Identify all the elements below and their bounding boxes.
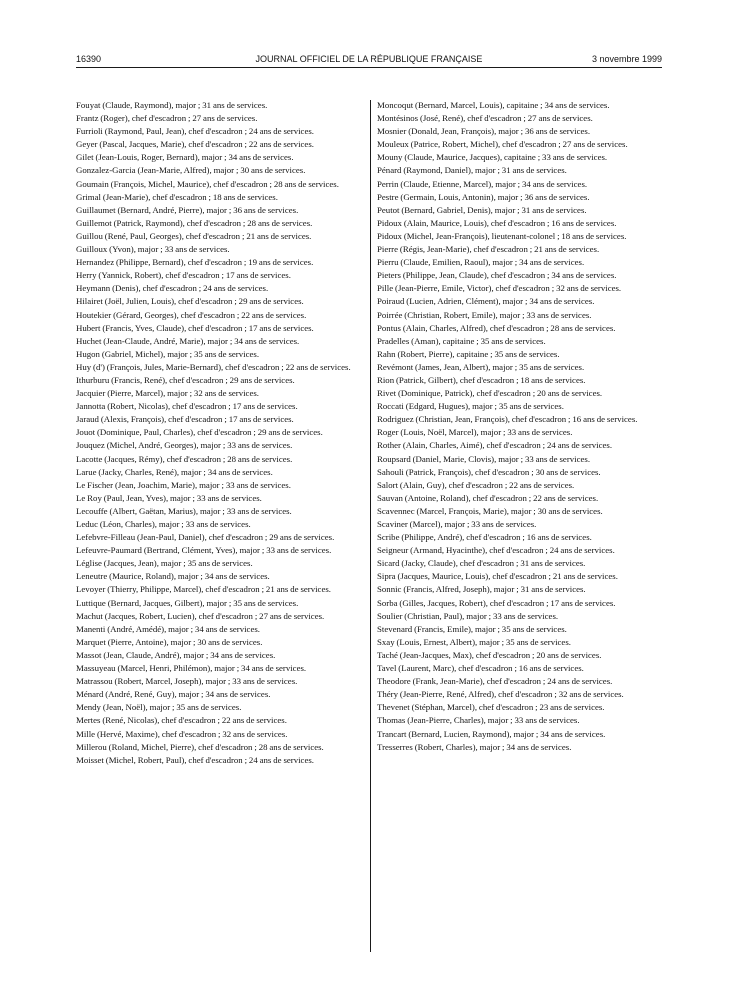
list-entry: Ménard (André, René, Guy), major ; 34 ans de services. bbox=[76, 689, 271, 700]
list-entry: Sipra (Jacques, Maurice, Louis), chef d'escadron ; 21 ans de services. bbox=[377, 571, 618, 582]
list-entry: Trancart (Bernard, Lucien, Raymond), major ; 34 ans de services. bbox=[377, 728, 606, 739]
list-entry: Salort (Alain, Guy), chef d'escadron ; 22 ans de services. bbox=[377, 479, 575, 490]
list-entry: Pontus (Alain, Charles, Alfred), chef d'escadron ; 28 ans de services. bbox=[377, 322, 616, 333]
list-entry: Jaraud (Alexis, François), chef d'escadron ; 17 ans de services. bbox=[76, 414, 294, 425]
list-entry: Hugon (Gabriel, Michel), major ; 35 ans de services. bbox=[76, 348, 260, 359]
list-entry: Mertes (René, Nicolas), chef d'escadron ; 22 ans de services. bbox=[76, 715, 287, 726]
list-entry: Herry (Yannick, Robert), chef d'escadron ; 17 ans de services. bbox=[76, 270, 291, 281]
list-entry: Poiraud (Lucien, Adrien, Clément), major ; 34 ans de services. bbox=[377, 296, 595, 307]
list-entry: Gonzalez-Garcia (Jean-Marie, Alfred), major ; 30 ans de services. bbox=[76, 165, 306, 176]
list-entry: Massot (Jean, Claude, André), major ; 34 ans de services. bbox=[76, 649, 276, 660]
list-entry: Rahn (Robert, Pierre), capitaine ; 35 ans de services. bbox=[377, 348, 560, 359]
list-entry: Poirrée (Christian, Robert, Emile), major ; 33 ans de services. bbox=[377, 309, 592, 320]
list-entry: Théry (Jean-Pierre, René, Alfred), chef d'escadron ; 32 ans de services. bbox=[377, 689, 624, 700]
list-entry: Hubert (Francis, Yves, Claude), chef d'escadron ; 17 ans de services. bbox=[76, 322, 314, 333]
list-entry: Taché (Jean-Jacques, Max), chef d'escadron ; 20 ans de services. bbox=[377, 649, 602, 660]
right-column bbox=[377, 100, 663, 755]
list-entry: Lacotte (Jacques, Rémy), chef d'escadron ; 28 ans de services. bbox=[76, 453, 293, 464]
left-column bbox=[76, 100, 362, 768]
list-entry: Gilet (Jean-Louis, Roger, Bernard), major ; 34 ans de services. bbox=[76, 152, 294, 163]
list-entry: Luttique (Bernard, Jacques, Gilbert), major ; 35 ans de services. bbox=[76, 597, 299, 608]
page-header bbox=[76, 52, 662, 68]
list-entry: Hernandez (Philippe, Bernard), chef d'escadron ; 19 ans de services. bbox=[76, 257, 314, 268]
list-entry: Ithurburu (Francis, René), chef d'escadron ; 29 ans de services. bbox=[76, 374, 295, 385]
list-entry: Roger (Louis, Noël, Marcel), major ; 33 ans de services. bbox=[377, 427, 573, 438]
list-entry: Geyer (Pascal, Jacques, Marie), chef d'escadron ; 22 ans de services. bbox=[76, 139, 314, 150]
list-entry: Tresserres (Robert, Charles), major ; 34 ans de services. bbox=[377, 741, 572, 752]
list-entry: Stevenard (Francis, Emile), major ; 35 ans de services. bbox=[377, 623, 567, 634]
list-entry: Le Fischer (Jean, Joachim, Marie), major ; 33 ans de services. bbox=[76, 479, 291, 490]
list-entry: Guillou (René, Paul, Georges), chef d'escadron ; 21 ans de services. bbox=[76, 230, 312, 241]
list-entry: Soulier (Christian, Paul), major ; 33 ans de services. bbox=[377, 610, 559, 621]
list-entry: Montésinos (José, René), chef d'escadron ; 27 ans de services. bbox=[377, 113, 593, 124]
list-entry: Scribe (Philippe, André), chef d'escadron ; 16 ans de services. bbox=[377, 532, 592, 543]
list-entry: Pierre (Régis, Jean-Marie), chef d'escadron ; 21 ans de services. bbox=[377, 244, 600, 255]
list-entry: Le Roy (Paul, Jean, Yves), major ; 33 ans de services. bbox=[76, 492, 262, 503]
list-entry: Pénard (Raymond, Daniel), major ; 31 ans de services. bbox=[377, 165, 567, 176]
list-entry: Rodriguez (Christian, Jean, François), chef d'escadron ; 16 ans de services. bbox=[377, 414, 638, 425]
list-entry: Roccati (Edgard, Hugues), major ; 35 ans de services. bbox=[377, 401, 564, 412]
list-entry: Manenti (André, Amédé), major ; 34 ans de services. bbox=[76, 623, 260, 634]
list-entry: Millerou (Roland, Michel, Pierre), chef d'escadron ; 28 ans de services. bbox=[76, 741, 324, 752]
list-entry: Léglise (Jacques, Jean), major ; 35 ans de services. bbox=[76, 558, 253, 569]
list-entry: Pidoux (Michel, Jean-François), lieutenant-colonel ; 18 ans de services. bbox=[377, 230, 627, 241]
list-entry: Scavennec (Marcel, François, Marie), major ; 30 ans de services. bbox=[377, 505, 603, 516]
list-entry: Sonnic (Francis, Alfred, Joseph), major ; 31 ans de services. bbox=[377, 584, 586, 595]
list-entry: Mouny (Claude, Maurice, Jacques), capitaine ; 33 ans de services. bbox=[377, 152, 608, 163]
list-entry: Seigneur (Armand, Hyacinthe), chef d'escadron ; 24 ans de services. bbox=[377, 545, 615, 556]
list-entry: Sahouli (Patrick, François), chef d'escadron ; 30 ans de services. bbox=[377, 466, 601, 477]
list-entry: Lefebvre-Filleau (Jean-Paul, Daniel), chef d'escadron ; 29 ans de services. bbox=[76, 532, 335, 543]
list-entry: Pestre (Germain, Louis, Antonin), major ; 36 ans de services. bbox=[377, 191, 590, 202]
list-entry: Mille (Hervé, Maxime), chef d'escadron ; 32 ans de services. bbox=[76, 728, 288, 739]
column-divider bbox=[370, 100, 371, 952]
list-entry: Pieters (Philippe, Jean, Claude), chef d'escadron ; 34 ans de services. bbox=[377, 270, 617, 281]
list-entry: Levoyer (Thierry, Philippe, Marcel), chef d'escadron ; 21 ans de services. bbox=[76, 584, 331, 595]
list-entry: Sxay (Louis, Ernest, Albert), major ; 35 ans de services. bbox=[377, 636, 571, 647]
list-entry: Roupsard (Daniel, Marie, Clovis), major ; 33 ans de services. bbox=[377, 453, 591, 464]
list-entry: Mouleux (Patrice, Robert, Michel), chef d'escadron ; 27 ans de services. bbox=[377, 139, 628, 150]
list-entry: Scaviner (Marcel), major ; 33 ans de services. bbox=[377, 519, 537, 529]
list-entry: Thomas (Jean-Pierre, Charles), major ; 33 ans de services. bbox=[377, 715, 580, 726]
list-entry: Jouot (Dominique, Paul, Charles), chef d'escadron ; 29 ans de services. bbox=[76, 427, 323, 438]
list-entry: Revémont (James, Jean, Albert), major ; 35 ans de services. bbox=[377, 361, 585, 372]
header-rule bbox=[76, 67, 662, 68]
list-entry: Huchet (Jean-Claude, André, Marie), major ; 34 ans de services. bbox=[76, 335, 300, 346]
list-entry: Jannotta (Robert, Nicolas), chef d'escadron ; 17 ans de services. bbox=[76, 401, 298, 412]
list-entry: Rother (Alain, Charles, Aimé), chef d'escadron ; 24 ans de services. bbox=[377, 440, 613, 451]
list-entry: Leduc (Léon, Charles), major ; 33 ans de services. bbox=[76, 519, 251, 529]
list-entry: Jouquez (Michel, André, Georges), major ; 33 ans de services. bbox=[76, 440, 293, 451]
list-entry: Sorba (Gilles, Jacques, Robert), chef d'escadron ; 17 ans de services. bbox=[377, 597, 616, 608]
list-entry: Frantz (Roger), chef d'escadron ; 27 ans de services. bbox=[76, 113, 258, 124]
list-entry: Huy (d') (François, Jules, Marie-Bernard), chef d'escadron ; 22 ans de services. bbox=[76, 361, 351, 372]
list-entry: Furrioli (Raymond, Paul, Jean), chef d'escadron ; 24 ans de services. bbox=[76, 126, 314, 137]
list-entry: Massuyeau (Marcel, Henri, Philémon), major ; 34 ans de services. bbox=[76, 663, 307, 674]
list-entry: Larue (Jacky, Charles, René), major ; 34 ans de services. bbox=[76, 466, 273, 477]
list-entry: Mendy (Jean, Noël), major ; 35 ans de services. bbox=[76, 702, 242, 713]
list-entry: Heymann (Denis), chef d'escadron ; 24 ans de services. bbox=[76, 283, 269, 294]
list-entry: Matrassou (Robert, Marcel, Joseph), major ; 33 ans de services. bbox=[76, 676, 298, 687]
list-entry: Leneutre (Maurice, Roland), major ; 34 ans de services. bbox=[76, 571, 270, 582]
list-entry: Guillemot (Patrick, Raymond), chef d'escadron ; 28 ans de services. bbox=[76, 217, 313, 228]
list-entry: Mosnier (Donald, Jean, François), major ; 36 ans de services. bbox=[377, 126, 591, 137]
list-entry: Grimal (Jean-Marie), chef d'escadron ; 18 ans de services. bbox=[76, 191, 278, 202]
list-entry: Lefeuvre-Paumard (Bertrand, Clément, Yves), major ; 33 ans de services. bbox=[76, 545, 332, 556]
list-entry: Sauvan (Antoine, Roland), chef d'escadron ; 22 ans de services. bbox=[377, 492, 599, 503]
list-entry: Perrin (Claude, Etienne, Marcel), major ; 34 ans de services. bbox=[377, 178, 588, 189]
list-entry: Houtekier (Gérard, Georges), chef d'escadron ; 22 ans de services. bbox=[76, 309, 307, 320]
list-entry: Fouyat (Claude, Raymond), major ; 31 ans de services. bbox=[76, 100, 268, 110]
list-entry: Goumain (François, Michel, Maurice), chef d'escadron ; 28 ans de services. bbox=[76, 178, 339, 189]
list-entry: Moisset (Michel, Robert, Paul), chef d'escadron ; 24 ans de services. bbox=[76, 754, 314, 765]
list-entry: Pille (Jean-Pierre, Emile, Victor), chef d'escadron ; 32 ans de services. bbox=[377, 283, 622, 294]
list-entry: Marquet (Pierre, Antoine), major ; 30 ans de services. bbox=[76, 636, 263, 647]
list-entry: Hilairet (Joël, Julien, Louis), chef d'escadron ; 29 ans de services. bbox=[76, 296, 304, 307]
list-entry: Tavel (Laurent, Marc), chef d'escadron ; 16 ans de services. bbox=[377, 663, 584, 674]
list-entry: Rion (Patrick, Gilbert), chef d'escadron ; 18 ans de services. bbox=[377, 374, 586, 385]
journal-title: JOURNAL OFFICIEL DE LA RÉPUBLIQUE FRANÇAISE bbox=[255, 54, 483, 64]
list-entry: Thevenet (Stéphan, Marcel), chef d'escadron ; 23 ans de services. bbox=[377, 702, 605, 713]
list-entry: Jacquier (Pierre, Marcel), major ; 32 ans de services. bbox=[76, 388, 259, 399]
list-entry: Peutot (Bernard, Gabriel, Denis), major ; 31 ans de services. bbox=[377, 204, 587, 215]
list-entry: Guillaumet (Bernard, André, Pierre), major ; 36 ans de services. bbox=[76, 204, 299, 215]
list-entry: Rivet (Dominique, Patrick), chef d'escadron ; 20 ans de services. bbox=[377, 388, 603, 399]
list-entry: Pidoux (Alain, Maurice, Louis), chef d'escadron ; 16 ans de services. bbox=[377, 217, 617, 228]
page-number: 16390 bbox=[76, 54, 102, 64]
list-entry: Moncoqut (Bernard, Marcel, Louis), capitaine ; 34 ans de services. bbox=[377, 100, 610, 110]
list-entry: Guilloux (Yvon), major ; 33 ans de services. bbox=[76, 244, 230, 255]
list-entry: Pradelles (Aman), capitaine ; 35 ans de services. bbox=[377, 335, 546, 346]
issue-date: 3 novembre 1999 bbox=[591, 54, 662, 64]
list-entry: Theodore (Frank, Jean-Marie), chef d'escadron ; 24 ans de services. bbox=[377, 676, 613, 687]
list-entry: Pierru (Claude, Emilien, Raoul), major ; 34 ans de services. bbox=[377, 257, 585, 268]
list-entry: Machut (Jacques, Robert, Lucien), chef d'escadron ; 27 ans de services. bbox=[76, 610, 325, 621]
list-entry: Lecouffe (Albert, Gaëtan, Marius), major ; 33 ans de services. bbox=[76, 505, 292, 516]
list-entry: Sicard (Jacky, Claude), chef d'escadron ; 31 ans de services. bbox=[377, 558, 586, 569]
